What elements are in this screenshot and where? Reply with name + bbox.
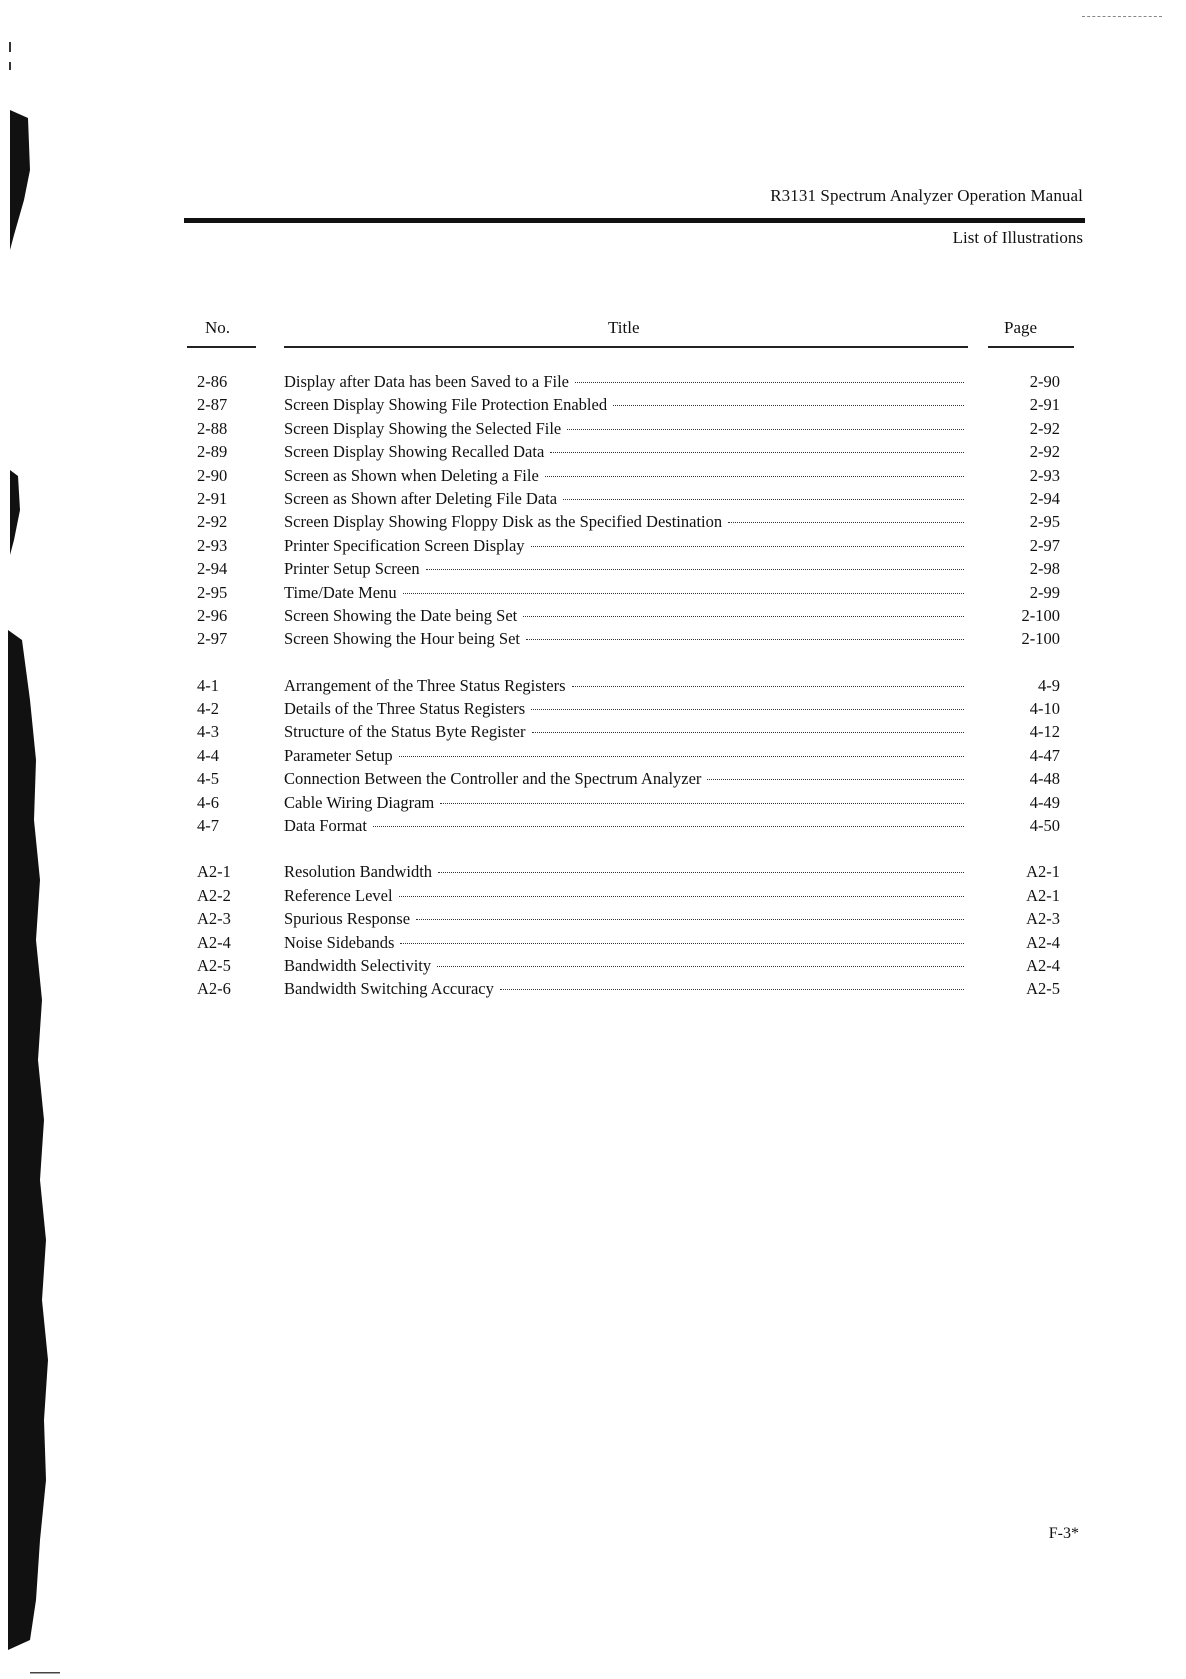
list-item: [0, 440, 1186, 463]
figure-title-wrap: [284, 370, 964, 393]
figure-number: 2-90: [197, 465, 228, 485]
figure-title-wrap: [284, 604, 964, 627]
list-item: [0, 581, 1186, 604]
illustration-group: [0, 370, 1186, 651]
column-header-title: Title: [608, 318, 640, 337]
illustration-list: [0, 370, 1186, 1024]
page-number: F-3*: [1048, 1525, 1079, 1542]
figure-number: 2-91: [197, 488, 228, 508]
list-item: [0, 487, 1186, 510]
figure-number: A2-2: [197, 885, 231, 905]
figure-page: 4-10: [1029, 699, 1060, 719]
list-item: [0, 767, 1186, 790]
figure-page: A2-1: [1026, 885, 1060, 905]
manual-title: R3131 Spectrum Analyzer Operation Manual: [770, 186, 1083, 205]
dot-leader: [550, 452, 964, 453]
dot-leader: [531, 546, 964, 547]
figure-number: 2-87: [197, 395, 228, 415]
dot-leader: [440, 803, 964, 804]
figure-page: 2-93: [1029, 465, 1060, 485]
figure-page: A2-4: [1026, 955, 1060, 975]
list-item: [0, 674, 1186, 697]
list-item: [0, 977, 1186, 1000]
dot-leader: [399, 756, 964, 757]
figure-page: A2-4: [1026, 932, 1060, 952]
figure-number: 4-1: [197, 675, 219, 695]
figure-title: Screen as Shown after Deleting File Data: [284, 488, 558, 508]
figure-page: 2-94: [1029, 488, 1060, 508]
list-item: [0, 860, 1186, 883]
dot-leader: [572, 686, 965, 687]
figure-title: Screen Showing the Hour being Set: [284, 629, 521, 649]
illustration-group: [0, 860, 1186, 1000]
list-item: [0, 697, 1186, 720]
scan-corner-artifact: [1082, 16, 1162, 19]
list-item: [0, 370, 1186, 393]
figure-page: 4-47: [1029, 745, 1060, 765]
figure-page: 2-100: [1021, 605, 1060, 625]
column-rule-title: [284, 346, 968, 348]
figure-page: 4-50: [1029, 816, 1060, 836]
list-item: [0, 464, 1186, 487]
list-item: [0, 604, 1186, 627]
column-rule-no: [187, 346, 256, 348]
figure-page: 2-95: [1029, 512, 1060, 532]
figure-title-wrap: [284, 510, 964, 533]
figure-page: A2-3: [1026, 909, 1060, 929]
list-item: [0, 791, 1186, 814]
figure-title-wrap: [284, 487, 964, 510]
list-item: [0, 393, 1186, 416]
figure-title: Bandwidth Selectivity: [284, 955, 432, 975]
dot-leader: [400, 943, 964, 944]
figure-title-wrap: [284, 393, 964, 416]
figure-title-wrap: [284, 907, 964, 930]
figure-number: 2-97: [197, 629, 228, 649]
figure-number: 2-96: [197, 605, 228, 625]
figure-title-wrap: [284, 931, 964, 954]
figure-title-wrap: [284, 954, 964, 977]
figure-title: Printer Setup Screen: [284, 559, 420, 579]
dot-leader: [532, 732, 965, 733]
list-item: [0, 814, 1186, 837]
list-item: [0, 884, 1186, 907]
figure-title-wrap: [284, 464, 964, 487]
list-item: [0, 931, 1186, 954]
list-item: [0, 510, 1186, 533]
column-rule-page: [988, 346, 1074, 348]
list-item: [0, 417, 1186, 440]
figure-title: Screen Showing the Date being Set: [284, 605, 518, 625]
figure-page: A2-1: [1026, 862, 1060, 882]
figure-title-wrap: [284, 534, 964, 557]
figure-title: Spurious Response: [284, 909, 411, 929]
figure-title: Data Format: [284, 816, 367, 836]
dot-leader: [545, 476, 964, 477]
dot-leader: [567, 429, 964, 430]
dot-leader: [403, 593, 964, 594]
figure-page: 4-12: [1029, 722, 1060, 742]
list-item: [0, 907, 1186, 930]
figure-title-wrap: [284, 767, 964, 790]
dot-leader: [523, 616, 964, 617]
figure-title: Screen Display Showing Floppy Disk as the Specified Destination: [284, 512, 723, 532]
figure-number: 2-88: [197, 418, 228, 438]
figure-title-wrap: [284, 744, 964, 767]
figure-title-wrap: [284, 627, 964, 650]
figure-title: Screen Display Showing the Selected File: [284, 418, 562, 438]
figure-title-wrap: [284, 674, 964, 697]
dot-leader: [526, 639, 964, 640]
figure-number: 4-2: [197, 699, 219, 719]
dot-leader: [728, 522, 964, 523]
header-rule: [184, 218, 1085, 223]
dot-leader: [399, 896, 964, 897]
list-item: [0, 627, 1186, 650]
figure-page: 2-92: [1029, 442, 1060, 462]
list-item: [0, 744, 1186, 767]
figure-title-wrap: [284, 884, 964, 907]
figure-title-wrap: [284, 977, 964, 1000]
figure-number: 4-3: [197, 722, 219, 742]
dot-leader: [437, 966, 964, 967]
figure-number: A2-3: [197, 909, 231, 929]
list-item: [0, 557, 1186, 580]
figure-title: Parameter Setup: [284, 745, 393, 765]
figure-title-wrap: [284, 440, 964, 463]
figure-page: 2-91: [1029, 395, 1060, 415]
figure-page: 4-49: [1029, 792, 1060, 812]
figure-title-wrap: [284, 557, 964, 580]
figure-page: A2-5: [1026, 979, 1060, 999]
figure-title-wrap: [284, 791, 964, 814]
figure-title: Bandwidth Switching Accuracy: [284, 979, 494, 999]
figure-title: Reference Level: [284, 885, 393, 905]
figure-page: 2-100: [1021, 629, 1060, 649]
figure-number: 2-93: [197, 535, 228, 555]
figure-title-wrap: [284, 697, 964, 720]
figure-title-wrap: [284, 720, 964, 743]
figure-number: A2-5: [197, 955, 231, 975]
figure-number: 2-89: [197, 442, 228, 462]
figure-number: 4-5: [197, 769, 219, 789]
figure-title: Screen as Shown when Deleting a File: [284, 465, 539, 485]
dot-leader: [707, 779, 964, 780]
figure-number: 2-86: [197, 372, 228, 391]
figure-title-wrap: [284, 581, 964, 604]
figure-title: Display after Data has been Saved to a File: [284, 372, 569, 391]
figure-number: 2-94: [197, 559, 228, 579]
figure-title: Screen Display Showing File Protection Enabled: [284, 395, 608, 415]
figure-page: 2-92: [1029, 418, 1060, 438]
figure-page: 2-99: [1029, 582, 1060, 602]
figure-title: Printer Specification Screen Display: [284, 535, 525, 555]
figure-number: 4-4: [197, 745, 219, 765]
dot-leader: [500, 989, 964, 990]
dot-leader: [613, 405, 964, 406]
dot-leader: [531, 709, 964, 710]
figure-title: Resolution Bandwidth: [284, 862, 433, 882]
figure-title-wrap: [284, 860, 964, 883]
figure-number: 4-7: [197, 816, 219, 836]
figure-title: Cable Wiring Diagram: [284, 792, 435, 812]
figure-page: 4-9: [1038, 675, 1060, 695]
figure-page: 4-48: [1029, 769, 1060, 789]
figure-number: 2-95: [197, 582, 228, 602]
figure-title: Screen Display Showing Recalled Data: [284, 442, 545, 462]
dot-leader: [426, 569, 964, 570]
dot-leader: [373, 826, 964, 827]
column-header-page: Page: [1004, 318, 1038, 337]
figure-title-wrap: [284, 814, 964, 837]
figure-number: A2-4: [197, 932, 231, 952]
list-item: [0, 720, 1186, 743]
figure-title: Time/Date Menu: [284, 582, 397, 602]
figure-number: A2-6: [197, 979, 231, 999]
dot-leader: [563, 499, 964, 500]
dot-leader: [416, 919, 964, 920]
figure-title: Structure of the Status Byte Register: [284, 722, 526, 742]
section-title: List of Illustrations: [952, 228, 1083, 247]
figure-number: 4-6: [197, 792, 219, 812]
list-item: [0, 534, 1186, 557]
figure-title-wrap: [284, 417, 964, 440]
column-header-no: No.: [205, 318, 231, 337]
figure-page: 2-90: [1029, 372, 1060, 391]
dot-leader: [438, 872, 964, 873]
figure-title: Connection Between the Controller and the Spectrum Analyzer: [284, 769, 702, 789]
list-item: [0, 954, 1186, 977]
figure-title: Noise Sidebands: [284, 932, 395, 952]
dot-leader: [575, 382, 964, 383]
figure-number: 2-92: [197, 512, 228, 532]
figure-number: A2-1: [197, 862, 231, 882]
figure-title: Details of the Three Status Registers: [284, 699, 526, 719]
figure-page: 2-98: [1029, 559, 1060, 579]
figure-page: 2-97: [1029, 535, 1060, 555]
figure-title: Arrangement of the Three Status Registers: [284, 675, 566, 695]
illustration-group: [0, 674, 1186, 838]
